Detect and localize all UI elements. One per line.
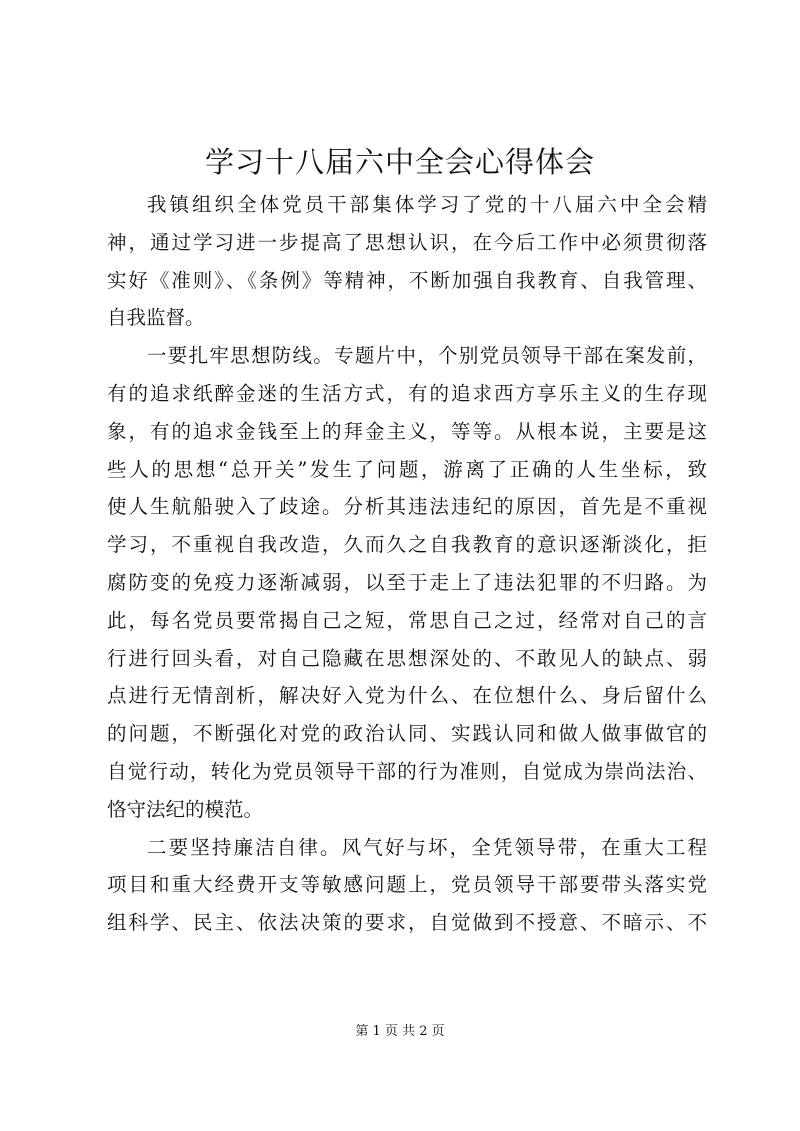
text-line: 学习，不重视自我改造，久而久之自我教育的意识逐渐淡化，拒 (107, 533, 707, 557)
text-line: 腐防变的免疫力逐渐减弱，以至于走上了违法犯罪的不归路。为 (107, 570, 707, 594)
document-title: 学习十八届六中全会心得体会 (204, 145, 595, 179)
text-line: 的问题，不断强化对党的政治认同、实践认同和做人做事做官的 (107, 722, 707, 746)
document-body (107, 186, 707, 942)
text-line: 项目和重大经费开支等敏感问题上，党员领导干部要带头落实党 (107, 873, 707, 897)
text-line: 有的追求纸醉金迷的生活方式，有的追求西方享乐主义的生存现 (107, 381, 707, 405)
text-line: 点进行无情剖析，解决好入党为什么、在位想什么、身后留什么 (107, 684, 707, 708)
text-line: 我镇组织全体党员干部集体学习了党的十八届六中全会精 (147, 193, 707, 216)
page-footer: 第 1 页 共 2 页 (355, 1024, 445, 1039)
text-line: 自我监督。 (107, 306, 205, 330)
text-line: 此，每名党员要常揭自己之短，常思自己之过，经常对自己的言 (107, 608, 707, 632)
text-line: 使人生航船驶入了歧途。分析其违法违纪的原因，首先是不重视 (107, 495, 707, 519)
text-line: 二要坚持廉洁自律。风气好与坏，全凭领导带，在重大工程 (147, 835, 707, 859)
text-line: 行进行回头看，对自己隐藏在思想深处的、不敢见人的缺点、弱 (107, 646, 707, 670)
text-line: 组科学、民主、依法决策的要求，自觉做到不授意、不暗示、不 (107, 911, 707, 935)
text-line: 象，有的追求金钱至上的拜金主义，等等。从根本说，主要是这 (107, 419, 707, 443)
text-line: 一要扎牢思想防线。专题片中，个别党员领导干部在案发前， (147, 344, 707, 368)
text-line: 些人的思想“总开关”发生了问题，游离了正确的人生坐标，致 (107, 457, 707, 481)
text-line: 恪守法纪的模范。 (107, 797, 264, 821)
text-line: 实好《准则》、《条例》等精神，不断加强自我教育、自我管理、 (107, 268, 707, 292)
text-line: 自觉行动，转化为党员领导干部的行为准则，自觉成为崇尚法治、 (107, 759, 707, 783)
text-line: 神，通过学习进一步提高了思想认识，在今后工作中必须贯彻落 (107, 230, 707, 254)
